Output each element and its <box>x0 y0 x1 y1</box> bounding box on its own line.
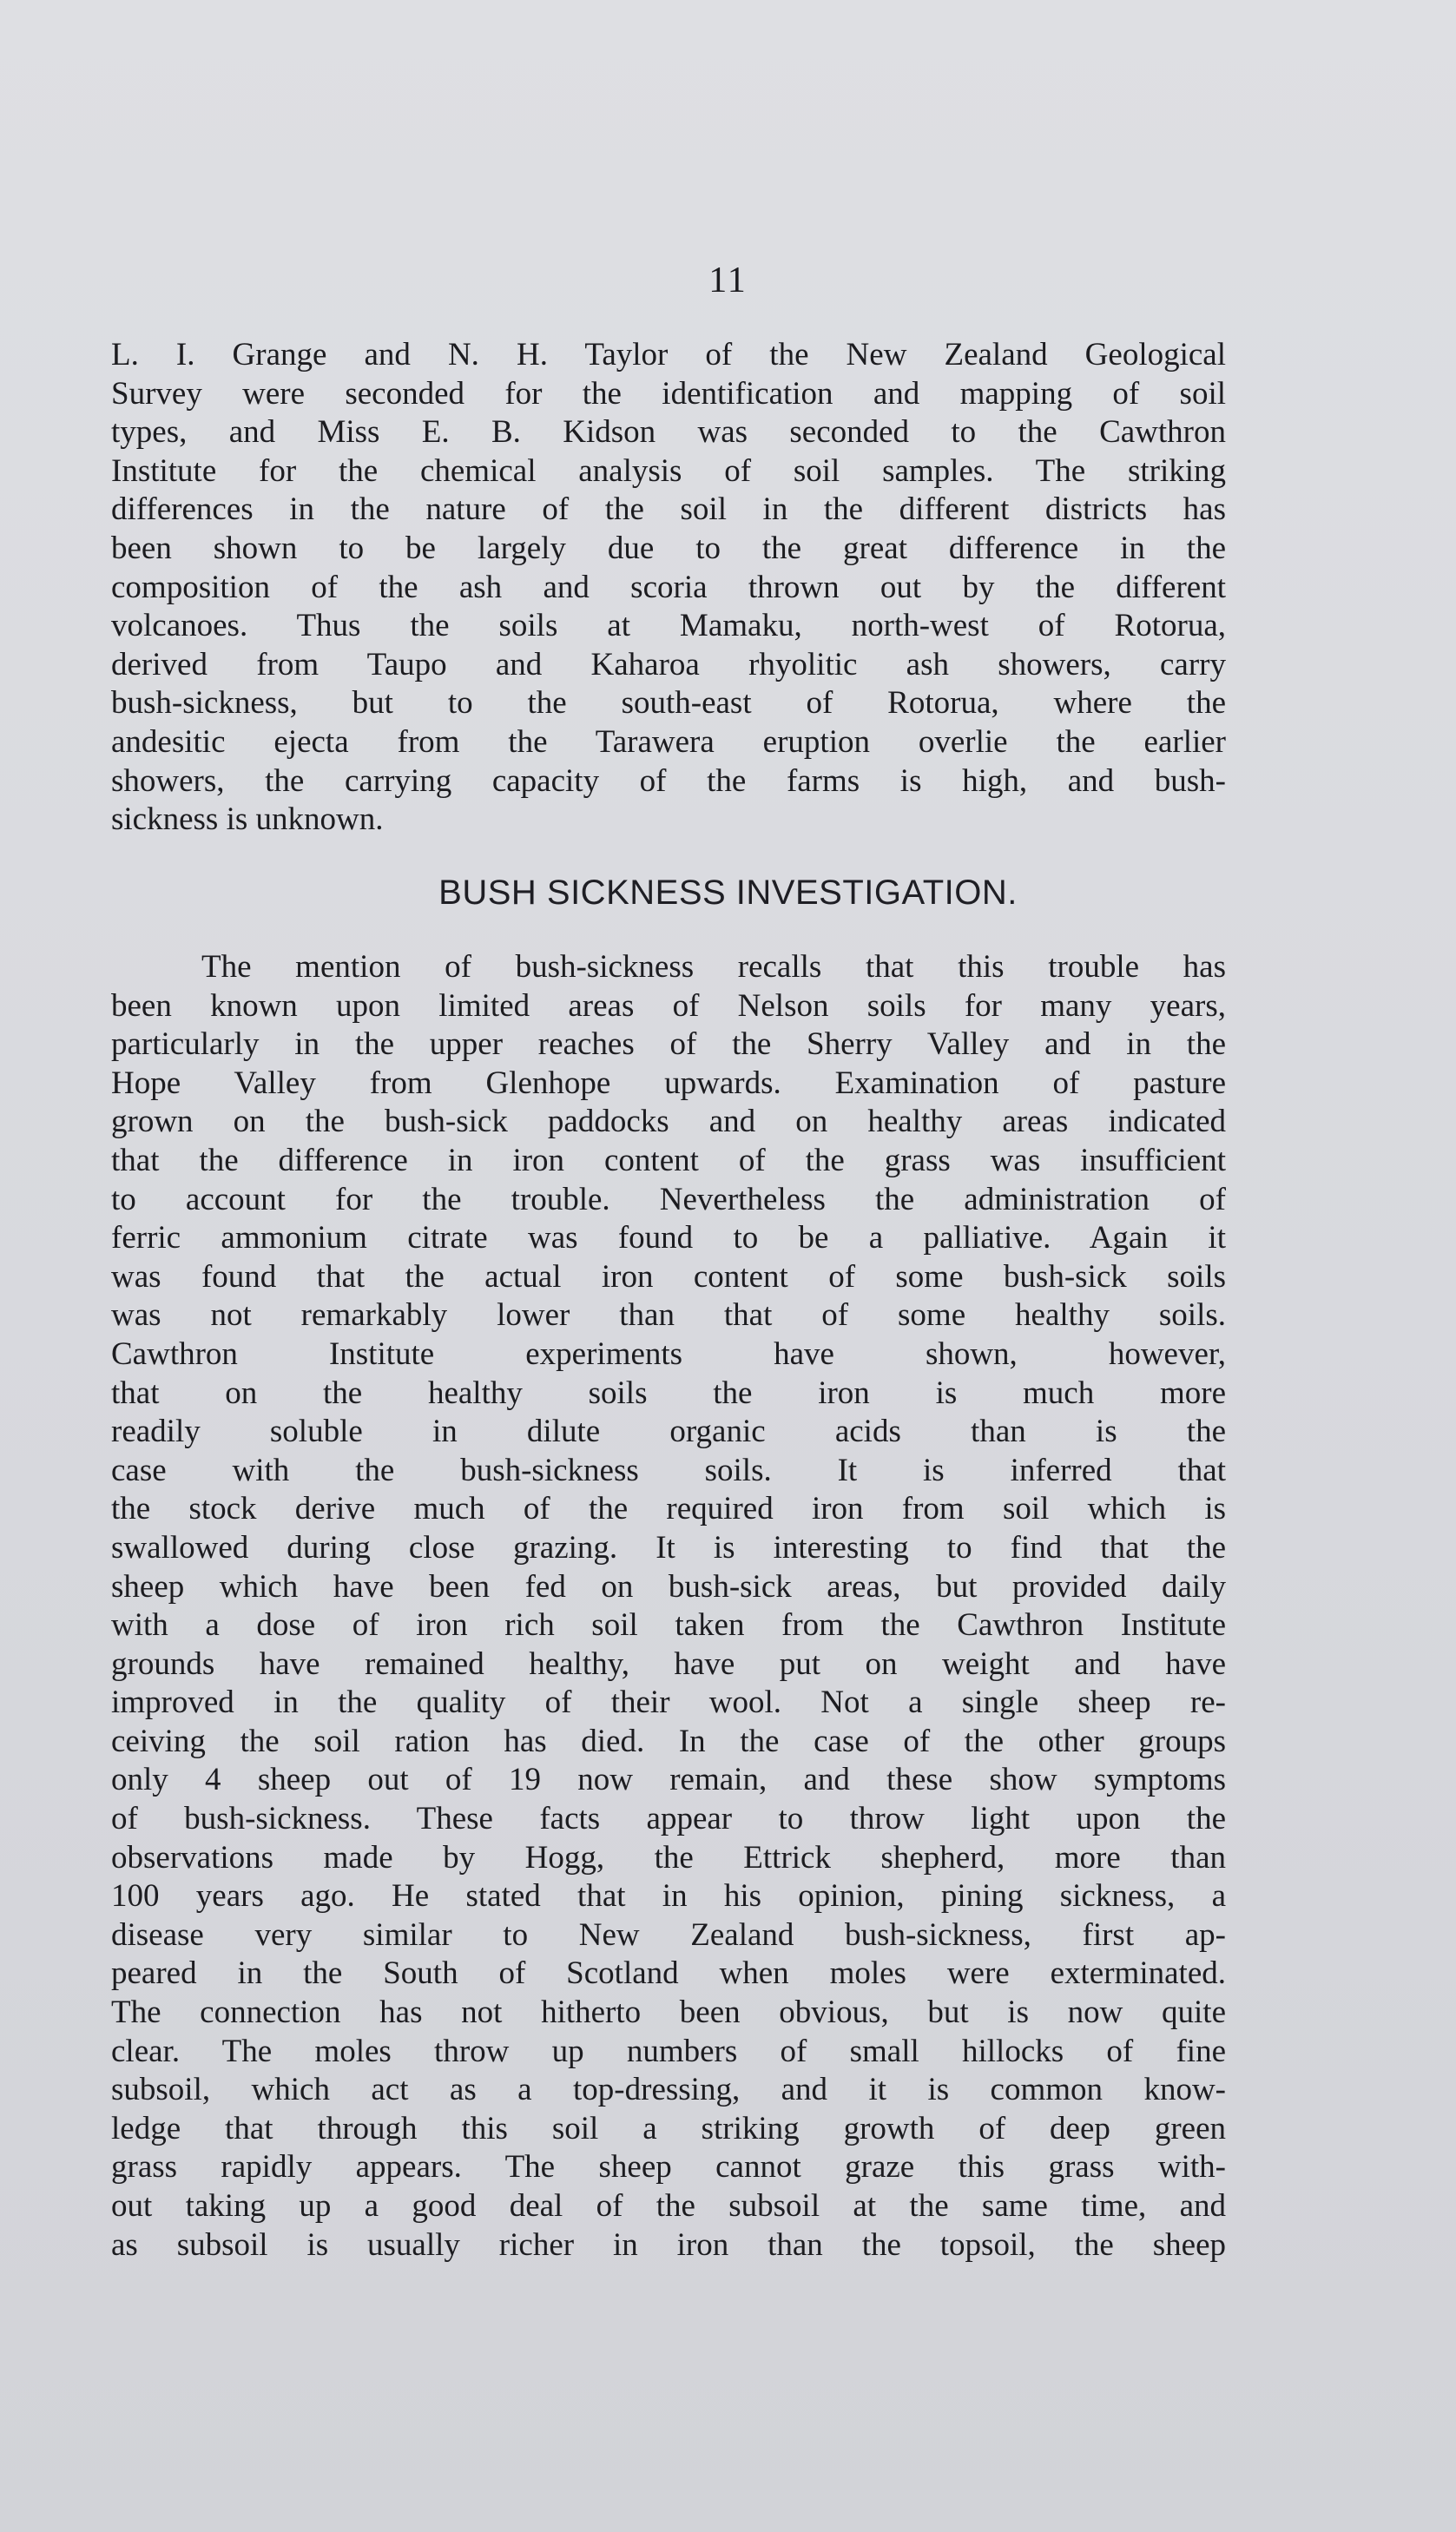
text-line: only 4 sheep out of 19 now remain, and these show symptoms <box>111 1762 1226 1798</box>
text-line: 100 years ago. He stated that in his opinion, pining sickness, a <box>111 1878 1226 1915</box>
text-line: with a dose of iron rich soil taken from the Cawthron Institute <box>111 1607 1226 1644</box>
section-heading: BUSH SICKNESS INVESTIGATION. <box>438 874 1018 912</box>
text-line: The connection has not hitherto been obvious, but is now quite <box>111 1995 1226 2031</box>
text-line: Survey were seconded for the identification and mapping of soil <box>111 375 1226 412</box>
text-line: Cawthron Institute experiments have shown, however, <box>111 1335 1226 1372</box>
text-line: The mention of bush-sickness recalls that this trouble has <box>201 949 1226 985</box>
text-line: composition of the ash and scoria thrown out by the different <box>111 569 1226 605</box>
text-line: grass rapidly appears. The sheep cannot graze this grass with- <box>111 2149 1226 2186</box>
text-line: was not remarkably lower than that of some healthy soils. <box>111 1297 1226 1334</box>
text-line: was found that the actual iron content of some bush-sick soils <box>111 1258 1226 1295</box>
body-paragraph <box>111 948 1226 2265</box>
text-line: andesitic ejecta from the Tarawera eruption overlie the earlier <box>111 723 1226 760</box>
text-line: sickness is unknown. <box>111 801 384 838</box>
text-line: to account for the trouble. Nevertheless the administration of <box>111 1181 1226 1217</box>
text-line: L. I. Grange and N. H. Taylor of the New Zealand Geological <box>111 337 1226 373</box>
text-line: ledge that through this soil a striking growth of deep green <box>111 2110 1226 2146</box>
intro-paragraph <box>111 336 1226 840</box>
text-line: that the difference in iron content of the grass was insufficient <box>111 1142 1226 1178</box>
text-line: derived from Taupo and Kaharoa rhyolitic ash showers, carry <box>111 646 1226 682</box>
text-line: grown on the bush-sick paddocks and on healthy areas indicated <box>111 1104 1226 1140</box>
page-number: 11 <box>708 260 748 300</box>
text-line: been known upon limited areas of Nelson soils for many years, <box>111 987 1226 1024</box>
text-line: Hope Valley from Glenhope upwards. Examination of pasture <box>111 1065 1226 1101</box>
text-line: disease very similar to New Zealand bush-sickness, first ap- <box>111 1916 1226 1953</box>
text-line: the stock derive much of the required iron from soil which is <box>111 1491 1226 1527</box>
text-line: improved in the quality of their wool. Not a single sheep re- <box>111 1685 1226 1721</box>
text-line: as subsoil is usually richer in iron than the topsoil, the sheep <box>111 2226 1226 2263</box>
text-line: differences in the nature of the soil in the different districts has <box>111 491 1226 528</box>
text-line: clear. The moles throw up numbers of small hillocks of fine <box>111 2033 1226 2069</box>
text-line: ceiving the soil ration has died. In the case of the other groups <box>111 1723 1226 1759</box>
text-line: readily soluble in dilute organic acids than is the <box>111 1414 1226 1450</box>
text-line: grounds have remained healthy, have put on weight and have <box>111 1645 1226 1682</box>
text-line: volcanoes. Thus the soils at Mamaku, north-west of Rotorua, <box>111 608 1226 644</box>
text-line: bush-sickness, but to the south-east of Rotorua, where the <box>111 685 1226 722</box>
text-line: out taking up a good deal of the subsoil at the same time, and <box>111 2188 1226 2224</box>
text-line: peared in the South of Scotland when moles were exterminated. <box>111 1955 1226 1992</box>
text-line: showers, the carrying capacity of the farms is high, and bush- <box>111 762 1226 799</box>
text-line: Institute for the chemical analysis of soil samples. The striking <box>111 452 1226 489</box>
text-line: observations made by Hogg, the Ettrick shepherd, more than <box>111 1839 1226 1876</box>
text-line: sheep which have been fed on bush-sick areas, but provided daily <box>111 1568 1226 1605</box>
text-line: types, and Miss E. B. Kidson was seconded to the Cawthron <box>111 414 1226 451</box>
text-line: of bush-sickness. These facts appear to throw light upon the <box>111 1801 1226 1837</box>
text-line: ferric ammonium citrate was found to be a palliative. Again it <box>111 1220 1226 1256</box>
text-line: case with the bush-sickness soils. It is inferred that <box>111 1452 1226 1488</box>
text-line: that on the healthy soils the iron is much more <box>111 1375 1226 1411</box>
text-line: subsoil, which act as a top-dressing, and it is common know- <box>111 2072 1226 2108</box>
text-line: swallowed during close grazing. It is interesting to find that the <box>111 1529 1226 1566</box>
text-line: particularly in the upper reaches of the Sherry Valley and in the <box>111 1026 1226 1063</box>
text-line: been shown to be largely due to the great difference in the <box>111 530 1226 566</box>
